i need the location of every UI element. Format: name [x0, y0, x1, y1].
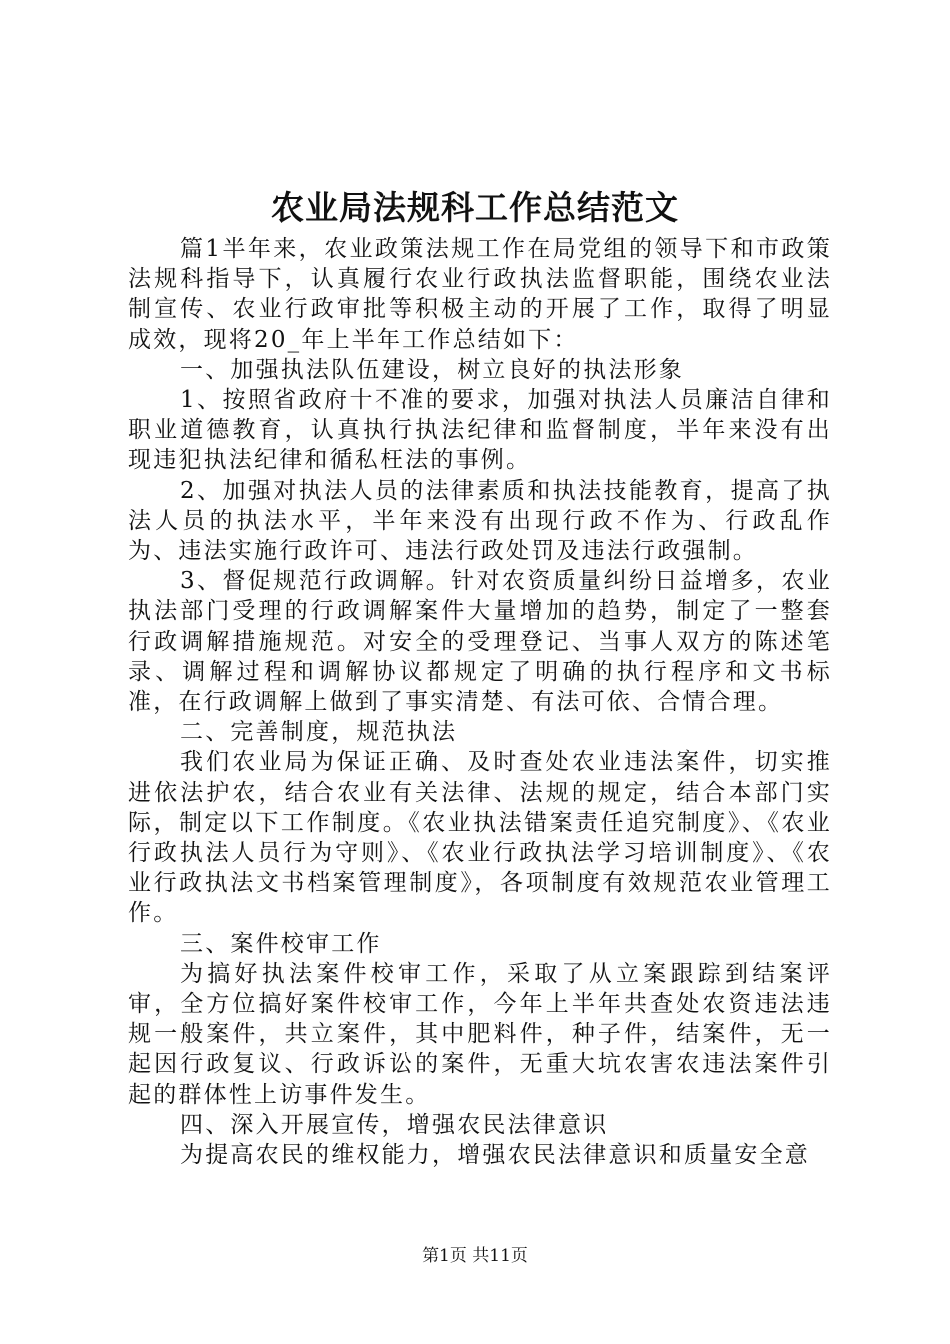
- document-title: 农业局法规科工作总结范文: [271, 188, 679, 227]
- section-heading-3: 三、案件校审工作: [180, 930, 382, 957]
- section-heading-4: 四、深入开展宣传，增强农民法律意识: [180, 1111, 609, 1138]
- document-body: [128, 234, 832, 1170]
- section-heading-2: 二、完善制度，规范执法: [180, 719, 458, 746]
- paragraph-item-3: 3、督促规范行政调解。针对农资质量纠纷日益增多，农业执法部门受理的行政调解案件大量增加的趋势，制定了一整套行政调解措施规范。对安全的受理登记、当事人双方的陈述笔录、调解过程和调解协议都规定了明确的执行程序和文书标准，在行政调解上做到了事实清楚、有法可依、合情合理。: [128, 568, 832, 716]
- paragraph-case-review: 为搞好执法案件校审工作，采取了从立案跟踪到结案评审，全方位搞好案件校审工作，今年上半年共查处农资违法违规一般案件，共立案件，其中肥料件，种子件，结案件，无一起因行政复议、行政诉讼的案件，无重大坑农害农违法案件引起的群体性上访事件发生。: [128, 960, 832, 1108]
- paragraph-item-2: 2、加强对执法人员的法律素质和执法技能教育，提高了执法人员的执法水平，半年来没有出现行政不作为、行政乱作为、违法实施行政许可、违法行政处罚及违法行政强制。: [128, 477, 832, 565]
- paragraph-publicity: 为提高农民的维权能力，增强农民法律意识和质量安全意: [180, 1142, 810, 1169]
- paragraph-item-1: 1、按照省政府十不准的要求，加强对执法人员廉洁自律和职业道德教育，认真执行执法纪律和监督制度，半年来没有出现违犯执法纪律和循私枉法的事例。: [128, 387, 832, 474]
- paragraph-rules: 我们农业局为保证正确、及时查处农业违法案件，切实推进依法护农，结合农业有关法律、法规的规定，结合本部门实际，制定以下工作制度。《农业执法错案责任追究制度》、《农业行政执法人员行为守则》、《农业行政执法学习培训制度》、《农业行政执法文书档案管理制度》，各项制度有效规范农业管理工作。: [128, 749, 832, 927]
- page-footer: 第1页 共11页: [422, 1246, 528, 1266]
- paragraph-intro: 篇1半年来，农业政策法规工作在局党组的领导下和市政策法规科指导下，认真履行农业行政执法监督职能，围绕农业法制宣传、农业行政审批等积极主动的开展了工作，取得了明显成效，现将20_年上半年工作总结如下：: [128, 236, 832, 353]
- section-heading-1: 一、加强执法队伍建设，树立良好的执法形象: [180, 356, 684, 383]
